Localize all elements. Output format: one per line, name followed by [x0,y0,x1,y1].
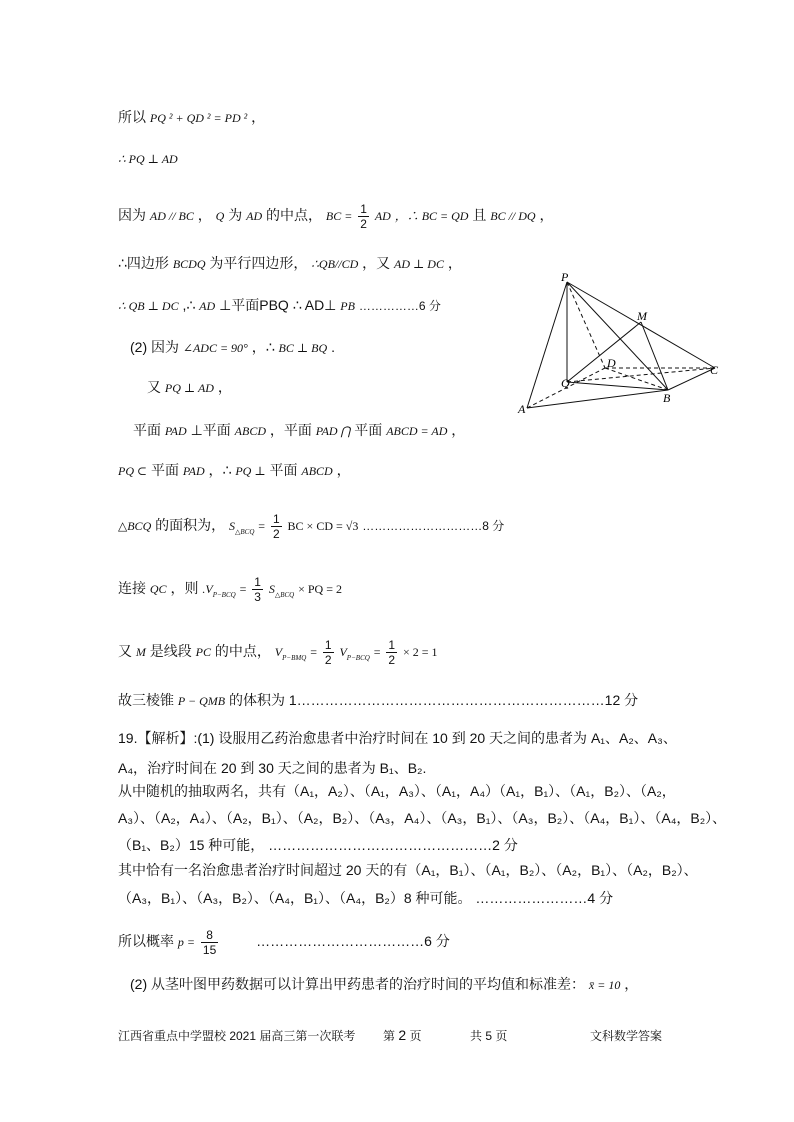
math: AD [246,209,263,224]
math: QC [149,582,167,597]
line-10 [118,512,504,541]
numerator: 1 [324,638,332,652]
edge-pc [567,282,715,368]
text: 且 [472,207,487,224]
text: 所以 [118,109,146,125]
text: . [331,339,335,355]
footer-school: 江西省重点中学盟校 2021 届高三第一次联考 [118,1029,356,1043]
denominator: 2 [360,217,367,231]
line-1 [118,107,265,128]
pyramid-figure [505,270,735,420]
math: = [310,645,317,660]
q19-line-1: 19.【解析】:(1) 设服用乙药治愈患者中治疗时间在 10 到 20 天之间的患者为 A₁、A₂、A₃、 [118,730,677,746]
line-5 [118,295,441,316]
text: ， [539,207,554,224]
label-c: C [710,363,719,377]
math [339,645,370,663]
line-4 [118,253,462,274]
subscript: P−BCQ [346,654,370,663]
math: M [135,645,146,660]
text: ，∴ [251,339,275,355]
text: 故三棱锥 [118,692,174,708]
text: ⊥平面PBQ ∴ AD⊥ [219,297,337,313]
text: 为平行四边形， [209,255,308,271]
fraction [252,575,263,604]
score-marker: …………………………8 分 [362,519,505,534]
denominator: 2 [272,527,280,541]
math: ABCD [301,464,333,478]
text: 连接 [118,580,146,597]
symbol: V [339,645,347,660]
math: = [373,645,381,660]
fraction [271,512,282,541]
subscript: P−BMQ [282,654,307,663]
math: ABCD = AD [386,424,448,438]
equation: PQ ² + QD ² = PD ² [149,111,248,125]
edge-bm [641,322,668,390]
edge-qm [567,322,641,382]
equation: ∴ PQ ⊥ AD [118,152,178,166]
text: ， [624,976,639,992]
footer-page [383,1027,422,1044]
text: 的面积为， [155,517,226,534]
math: × 2 = 1 [402,645,438,660]
math: ABCD [234,424,266,438]
text: 因为 [118,207,146,224]
page-unit: 页 [409,1029,422,1043]
math: BC = [325,209,353,224]
label-a: A [518,402,526,416]
text: ， [251,109,266,125]
text: 平面 [269,462,298,478]
text: ，则 [170,580,199,597]
symbol: .V [202,582,213,597]
text: ∴四边形 [118,255,169,271]
footer-total: 共 5 页 [470,1029,508,1043]
numerator: 1 [360,202,367,216]
math: △BCQ [118,519,152,534]
fraction [386,638,397,667]
math: PQ ⊂ [118,464,148,478]
q19-line-6: 其中恰有一名治愈患者治疗时间超过 20 天的有（A₁，B₁）、（A₁，B₂）、（A₂，B₁）、（A₂，B₂）、 [118,862,698,878]
label-b: B [663,391,671,405]
math: ∴ QB ⊥ DC [118,299,179,313]
math: Q [215,209,225,224]
symbol: V [274,645,283,660]
text: ，平面 [269,422,312,438]
line-2 [118,148,178,169]
math: BC × CD = √3 [287,519,359,534]
text: 平面 [354,422,383,438]
math: PQ ⊥ AD [164,381,214,395]
math: PAD [164,424,187,438]
math: P − QMB [177,694,226,708]
text: ， [336,462,351,478]
label-p: P [561,270,569,284]
numerator: 1 [388,638,396,652]
q19-line-5: （B₁、B₂）15 种可能， …………………………………………2 分 [118,837,518,853]
page-number: 2 [398,1027,407,1043]
math: x̄ = 10 [588,978,621,992]
text: ⊥平面 [190,422,231,438]
math: p = [177,935,195,950]
text: 平面 [150,462,179,478]
text: 为 [228,207,243,224]
text: 是线段 [149,643,192,660]
text: ， [451,422,466,438]
math: AD [374,209,391,224]
text: (2) 因为 [130,339,179,355]
math: PB [340,299,355,313]
text: ，∴ [208,462,232,478]
q19-line-2: A₄，治疗时间在 20 到 30 天之间的患者为 B₁、B₂. [118,760,427,776]
text: (2) 从茎叶图甲药数据可以计算出甲药患者的治疗时间的平均值和标准差： [130,976,585,992]
score-marker: ………………………………6 分 [256,933,450,950]
math: PC [195,645,212,660]
denominator: 2 [324,653,332,667]
line-3 [118,202,553,231]
fraction [323,638,334,667]
label-d: D [607,356,616,370]
label-q: Q [561,376,570,390]
math: ∠ADC = 90° [182,341,248,355]
q19-line-9 [130,974,638,995]
text: 的中点， [266,207,323,224]
subscript: △BCQ [274,591,295,600]
math [268,582,295,600]
text: 又 [147,379,161,395]
text: ， [217,379,232,395]
line-9 [118,460,351,481]
subscript: △BCQ [235,528,255,537]
text: ，又 [362,255,391,271]
edge-db [605,368,668,390]
math: ，∴ BC = QD [394,209,469,224]
text: 平面 [133,422,161,438]
q19-line-3: 从中随机的抽取两名，共有（A₁，A₂）、（A₁，A₃）、（A₁，A₄）（A₁，B₁）、（A₁，B₂）、（A₂， [118,783,676,799]
numerator: 1 [272,512,280,526]
q19-line-8 [118,928,450,957]
score-marker: ……………6 分 [358,299,441,313]
math [202,582,236,600]
denominator: 15 [202,943,217,957]
math: BCDQ [172,257,206,271]
edge-pd [567,282,605,368]
line-8 [133,420,465,441]
line-6 [130,337,335,358]
math: PQ ⊥ [235,464,266,478]
math: PAD ⋂ [315,424,351,438]
footer-subject: 文科数学答案 [590,1029,663,1043]
edge-ab [527,390,668,408]
math: = [258,519,266,534]
q19-line-4: A₃）、（A₂，A₄）、（A₂，B₁）、（A₂，B₂）、（A₃，A₄）、（A₃，B₁）、（A₃，B₂）、（A₄，B₁）、（A₄，B₂）、 [118,810,727,826]
math: AD [199,299,216,313]
math: AD // BC [149,209,194,224]
line-13 [118,690,638,711]
fraction [201,928,218,957]
text: 的中点， [214,643,271,660]
symbol: S [268,582,275,597]
edge-qc [567,368,715,382]
text: 又 [118,643,132,660]
math: BC // DQ [490,209,536,224]
line-7 [147,377,232,398]
text: 所以概率 [118,933,174,950]
numerator: 1 [254,575,261,589]
text: 的体积为 1…………………………………………………………12 分 [228,692,639,708]
text: ,∴ [182,297,196,313]
subscript: P−BCQ [212,591,236,600]
math: ∴QB//CD [311,257,359,271]
denominator: 3 [254,590,261,604]
math: × PQ = 2 [298,582,342,597]
line-11 [118,575,342,604]
text: ， [447,255,462,271]
denominator: 2 [388,653,396,667]
math: BC ⊥ BQ [278,341,328,355]
q19-line-7: （A₃，B₁）、（A₃，B₂）、（A₄，B₁）、（A₄，B₂）8 种可能。 ……………………4 分 [118,890,614,906]
math [274,645,307,663]
numerator: 8 [201,928,218,943]
math: AD ⊥ DC [394,257,444,271]
math [229,519,255,537]
text: ， [197,207,212,224]
math: = [239,582,247,597]
symbol: S [229,519,236,534]
line-12 [118,638,437,667]
edge-qb [567,382,668,390]
page-label: 第 [383,1029,396,1043]
fraction [358,202,369,231]
math: PAD [182,464,205,478]
label-m: M [637,309,647,323]
